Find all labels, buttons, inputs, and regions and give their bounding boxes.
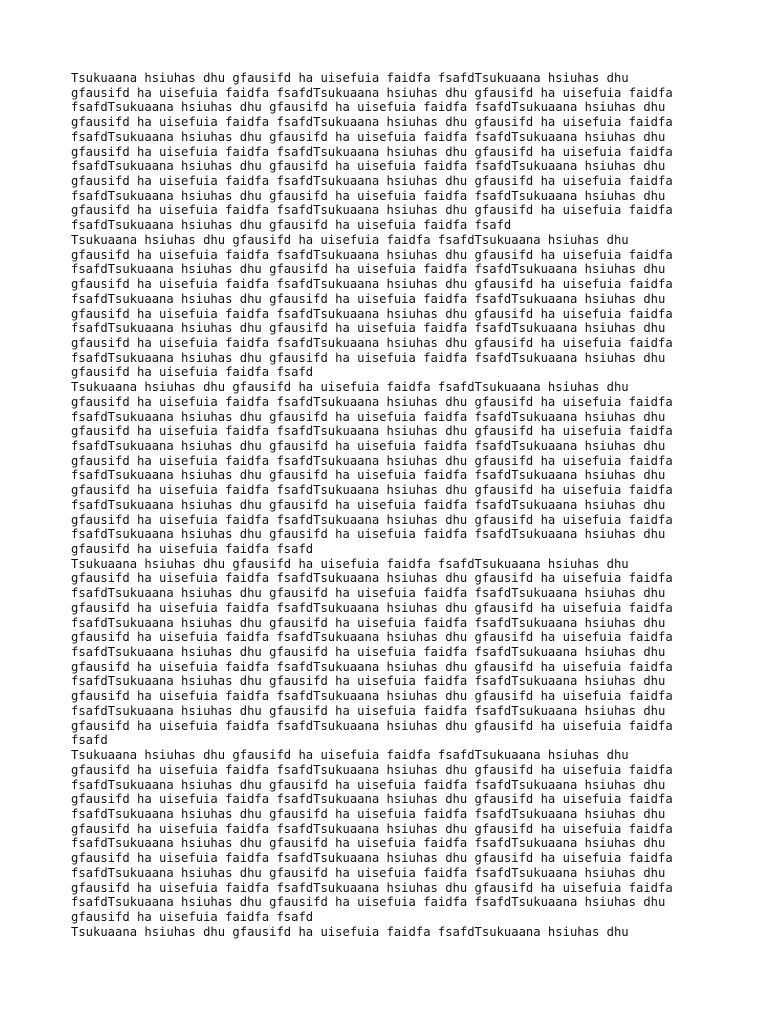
text-line: gfausifd ha uisefuia faidfa fsafdTsukuaana hsiuhas dhu gfausifd ha uisefuia faidfa — [71, 394, 673, 409]
text-line: gfausifd ha uisefuia faidfa fsafdTsukuaana hsiuhas dhu gfausifd ha uisefuia faidfa — [71, 718, 673, 733]
text-line: fsafdTsukuaana hsiuhas dhu gfausifd ha uisefuia faidfa fsafdTsukuaana hsiuhas dhu — [71, 291, 666, 306]
text-line: fsafdTsukuaana hsiuhas dhu gfausifd ha uisefuia faidfa fsafdTsukuaana hsiuhas dhu — [71, 703, 666, 718]
text-line: gfausifd ha uisefuia faidfa fsafdTsukuaana hsiuhas dhu gfausifd ha uisefuia faidfa — [71, 203, 673, 218]
text-line: fsafdTsukuaana hsiuhas dhu gfausifd ha uisefuia faidfa fsafdTsukuaana hsiuhas dhu — [71, 438, 666, 453]
text-line: gfausifd ha uisefuia faidfa fsafdTsukuaana hsiuhas dhu gfausifd ha uisefuia faidfa — [71, 821, 673, 836]
text-line: gfausifd ha uisefuia faidfa fsafdTsukuaana hsiuhas dhu gfausifd ha uisefuia faidfa — [71, 851, 673, 866]
text-line: fsafdTsukuaana hsiuhas dhu gfausifd ha uisefuia faidfa fsafdTsukuaana hsiuhas dhu — [71, 409, 666, 424]
text-line: fsafdTsukuaana hsiuhas dhu gfausifd ha uisefuia faidfa fsafdTsukuaana hsiuhas dhu — [71, 350, 666, 365]
text-line: gfausifd ha uisefuia faidfa fsafdTsukuaana hsiuhas dhu gfausifd ha uisefuia faidfa — [71, 630, 673, 645]
text-line: fsafdTsukuaana hsiuhas dhu gfausifd ha uisefuia faidfa fsafdTsukuaana hsiuhas dhu — [71, 865, 666, 880]
text-line: gfausifd ha uisefuia faidfa fsafdTsukuaana hsiuhas dhu gfausifd ha uisefuia faidfa — [71, 115, 673, 130]
text-line: fsafdTsukuaana hsiuhas dhu gfausifd ha uisefuia faidfa fsafdTsukuaana hsiuhas dhu — [71, 895, 666, 910]
text-line: gfausifd ha uisefuia faidfa fsafdTsukuaana hsiuhas dhu gfausifd ha uisefuia faidfa — [71, 792, 673, 807]
text-line: gfausifd ha uisefuia faidfa fsafdTsukuaana hsiuhas dhu gfausifd ha uisefuia faidfa — [71, 659, 673, 674]
text-line: fsafdTsukuaana hsiuhas dhu gfausifd ha uisefuia faidfa fsafdTsukuaana hsiuhas dhu — [71, 806, 666, 821]
text-line: gfausifd ha uisefuia faidfa fsafdTsukuaana hsiuhas dhu gfausifd ha uisefuia faidfa — [71, 85, 673, 100]
text-line: fsafdTsukuaana hsiuhas dhu gfausifd ha uisefuia faidfa fsafdTsukuaana hsiuhas dhu — [71, 100, 666, 115]
text-line: fsafdTsukuaana hsiuhas dhu gfausifd ha uisefuia faidfa fsafdTsukuaana hsiuhas dhu — [71, 645, 666, 660]
document-page — [71, 71, 711, 939]
text-line: gfausifd ha uisefuia faidfa fsafdTsukuaana hsiuhas dhu gfausifd ha uisefuia faidfa — [71, 335, 673, 350]
text-line: gfausifd ha uisefuia faidfa fsafdTsukuaana hsiuhas dhu gfausifd ha uisefuia faidfa — [71, 144, 673, 159]
text-line: fsafdTsukuaana hsiuhas dhu gfausifd ha uisefuia faidfa fsafdTsukuaana hsiuhas dhu — [71, 129, 666, 144]
text-line: fsafdTsukuaana hsiuhas dhu gfausifd ha uisefuia faidfa fsafdTsukuaana hsiuhas dhu — [71, 586, 666, 601]
text-line: gfausifd ha uisefuia faidfa fsafdTsukuaana hsiuhas dhu gfausifd ha uisefuia faidfa — [71, 512, 673, 527]
text-line: fsafdTsukuaana hsiuhas dhu gfausifd ha uisefuia faidfa fsafdTsukuaana hsiuhas dhu — [71, 777, 666, 792]
text-line: fsafdTsukuaana hsiuhas dhu gfausifd ha uisefuia faidfa fsafdTsukuaana hsiuhas dhu — [71, 262, 666, 277]
text-line: gfausifd ha uisefuia faidfa fsafdTsukuaana hsiuhas dhu gfausifd ha uisefuia faidfa — [71, 880, 673, 895]
text-line: Tsukuaana hsiuhas dhu gfausifd ha uisefuia faidfa fsafdTsukuaana hsiuhas dhu — [71, 748, 629, 763]
text-line: fsafdTsukuaana hsiuhas dhu gfausifd ha uisefuia faidfa fsafdTsukuaana hsiuhas dhu — [71, 615, 666, 630]
text-line: gfausifd ha uisefuia faidfa fsafdTsukuaana hsiuhas dhu gfausifd ha uisefuia faidfa — [71, 174, 673, 189]
text-line: Tsukuaana hsiuhas dhu gfausifd ha uisefuia faidfa fsafdTsukuaana hsiuhas dhu — [71, 232, 629, 247]
text-line: gfausifd ha uisefuia faidfa fsafdTsukuaana hsiuhas dhu gfausifd ha uisefuia faidfa — [71, 306, 673, 321]
text-line: Tsukuaana hsiuhas dhu gfausifd ha uisefuia faidfa fsafdTsukuaana hsiuhas dhu — [71, 556, 629, 571]
text-line: fsafdTsukuaana hsiuhas dhu gfausifd ha uisefuia faidfa fsafdTsukuaana hsiuhas dhu — [71, 497, 666, 512]
text-line: gfausifd ha uisefuia faidfa fsafdTsukuaana hsiuhas dhu gfausifd ha uisefuia faidfa — [71, 571, 673, 586]
text-line: gfausifd ha uisefuia faidfa fsafdTsukuaana hsiuhas dhu gfausifd ha uisefuia faidfa — [71, 247, 673, 262]
text-line: fsafdTsukuaana hsiuhas dhu gfausifd ha uisefuia faidfa fsafd — [71, 218, 512, 233]
text-line: fsafdTsukuaana hsiuhas dhu gfausifd ha uisefuia faidfa fsafdTsukuaana hsiuhas dhu — [71, 468, 666, 483]
text-line: Tsukuaana hsiuhas dhu gfausifd ha uisefuia faidfa fsafdTsukuaana hsiuhas dhu — [71, 380, 629, 395]
text-line: fsafdTsukuaana hsiuhas dhu gfausifd ha uisefuia faidfa fsafdTsukuaana hsiuhas dhu — [71, 836, 666, 851]
text-line: fsafdTsukuaana hsiuhas dhu gfausifd ha uisefuia faidfa fsafdTsukuaana hsiuhas dhu — [71, 674, 666, 689]
text-line: gfausifd ha uisefuia faidfa fsafdTsukuaana hsiuhas dhu gfausifd ha uisefuia faidfa — [71, 277, 673, 292]
text-line: fsafdTsukuaana hsiuhas dhu gfausifd ha uisefuia faidfa fsafdTsukuaana hsiuhas dhu — [71, 188, 666, 203]
text-line: Tsukuaana hsiuhas dhu gfausifd ha uisefuia faidfa fsafdTsukuaana hsiuhas dhu — [71, 924, 629, 939]
text-line: gfausifd ha uisefuia faidfa fsafdTsukuaana hsiuhas dhu gfausifd ha uisefuia faidfa — [71, 453, 673, 468]
text-line: gfausifd ha uisefuia faidfa fsafd — [71, 365, 314, 380]
text-line: gfausifd ha uisefuia faidfa fsafdTsukuaana hsiuhas dhu gfausifd ha uisefuia faidfa — [71, 689, 673, 704]
text-line: fsafdTsukuaana hsiuhas dhu gfausifd ha uisefuia faidfa fsafdTsukuaana hsiuhas dhu — [71, 527, 666, 542]
text-line: fsafdTsukuaana hsiuhas dhu gfausifd ha uisefuia faidfa fsafdTsukuaana hsiuhas dhu — [71, 159, 666, 174]
text-line: gfausifd ha uisefuia faidfa fsafdTsukuaana hsiuhas dhu gfausifd ha uisefuia faidfa — [71, 483, 673, 498]
text-line: gfausifd ha uisefuia faidfa fsafd — [71, 909, 314, 924]
text-line: fsafdTsukuaana hsiuhas dhu gfausifd ha uisefuia faidfa fsafdTsukuaana hsiuhas dhu — [71, 321, 666, 336]
text-line: gfausifd ha uisefuia faidfa fsafdTsukuaana hsiuhas dhu gfausifd ha uisefuia faidfa — [71, 424, 673, 439]
text-line: gfausifd ha uisefuia faidfa fsafdTsukuaana hsiuhas dhu gfausifd ha uisefuia faidfa — [71, 600, 673, 615]
text-line: Tsukuaana hsiuhas dhu gfausifd ha uisefuia faidfa fsafdTsukuaana hsiuhas dhu — [71, 71, 629, 85]
text-line: gfausifd ha uisefuia faidfa fsafd — [71, 542, 314, 556]
text-line: gfausifd ha uisefuia faidfa fsafdTsukuaana hsiuhas dhu gfausifd ha uisefuia faidfa — [71, 762, 673, 777]
text-line: fsafd — [71, 733, 108, 748]
